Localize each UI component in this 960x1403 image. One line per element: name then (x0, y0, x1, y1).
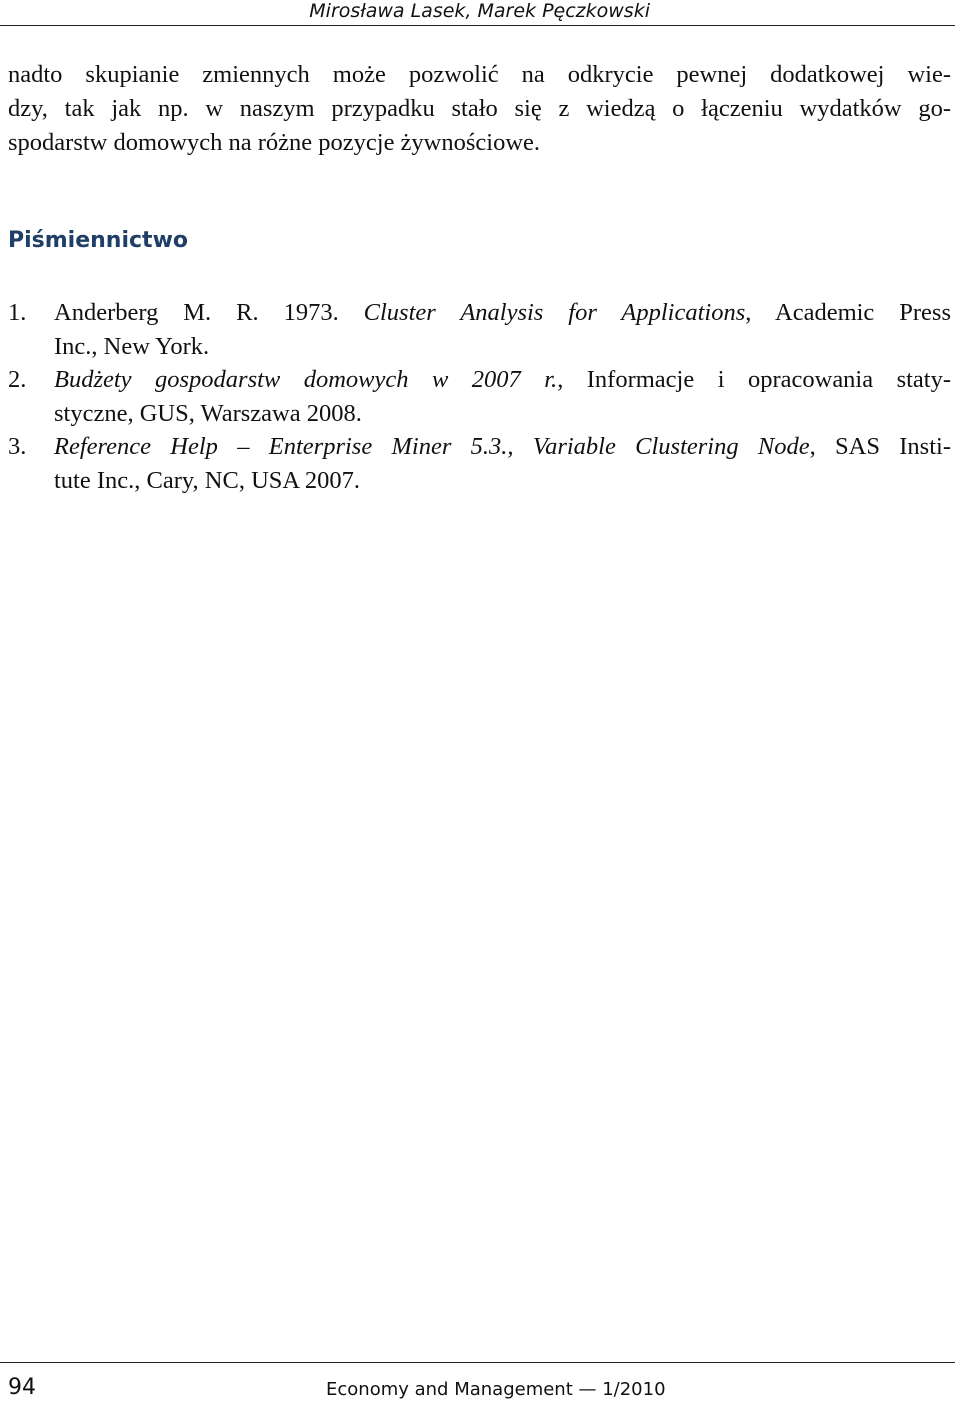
reference-text: , Academic Press (745, 299, 951, 326)
reference-line (54, 363, 951, 397)
reference-title: Budżety gospodarstw domowych w 2007 r. (54, 366, 558, 393)
section-title: Piśmiennictwo (8, 228, 189, 253)
running-header-authors: Mirosława Lasek, Marek Pęczkowski (309, 0, 650, 22)
header-rule (0, 25, 955, 26)
paragraph-line: spodarstw domowych na różne pozycje żywnościowe. (8, 129, 541, 156)
reference-line (54, 430, 951, 464)
body-paragraph (8, 58, 951, 160)
reference-line: Inc., New York. (54, 332, 210, 360)
reference-text: Anderberg M. R. 1973. (54, 299, 364, 326)
reference-number: 3. (8, 433, 27, 460)
references-list (8, 296, 951, 497)
reference-item (8, 296, 951, 363)
reference-line: tute Inc., Cary, NC, USA 2007. (54, 466, 360, 494)
reference-title: Cluster Analysis for Applications (363, 299, 746, 326)
page-number: 94 (8, 1375, 36, 1400)
reference-item (8, 363, 951, 430)
reference-number: 1. (8, 299, 27, 326)
paragraph-line: nadto skupianie zmiennych może pozwolić na odkrycie pewnej dodatkowej wie- (8, 61, 951, 88)
footer-rule (0, 1362, 955, 1363)
reference-item (8, 430, 951, 497)
reference-line: styczne, GUS, Warszawa 2008. (54, 399, 362, 427)
footer-journal: Economy and Management — 1/2010 (326, 1379, 666, 1400)
reference-number: 2. (8, 366, 27, 393)
reference-line (54, 296, 951, 330)
reference-title: Reference Help – Enterprise Miner 5.3., Variable Clustering Node (54, 433, 810, 460)
paragraph-line: dzy, tak jak np. w naszym przypadku stało się z wiedzą o łączeniu wydatków go- (8, 95, 951, 122)
reference-text: , Informacje i opracowania staty- (557, 366, 952, 393)
reference-text: , SAS Insti- (809, 433, 951, 460)
